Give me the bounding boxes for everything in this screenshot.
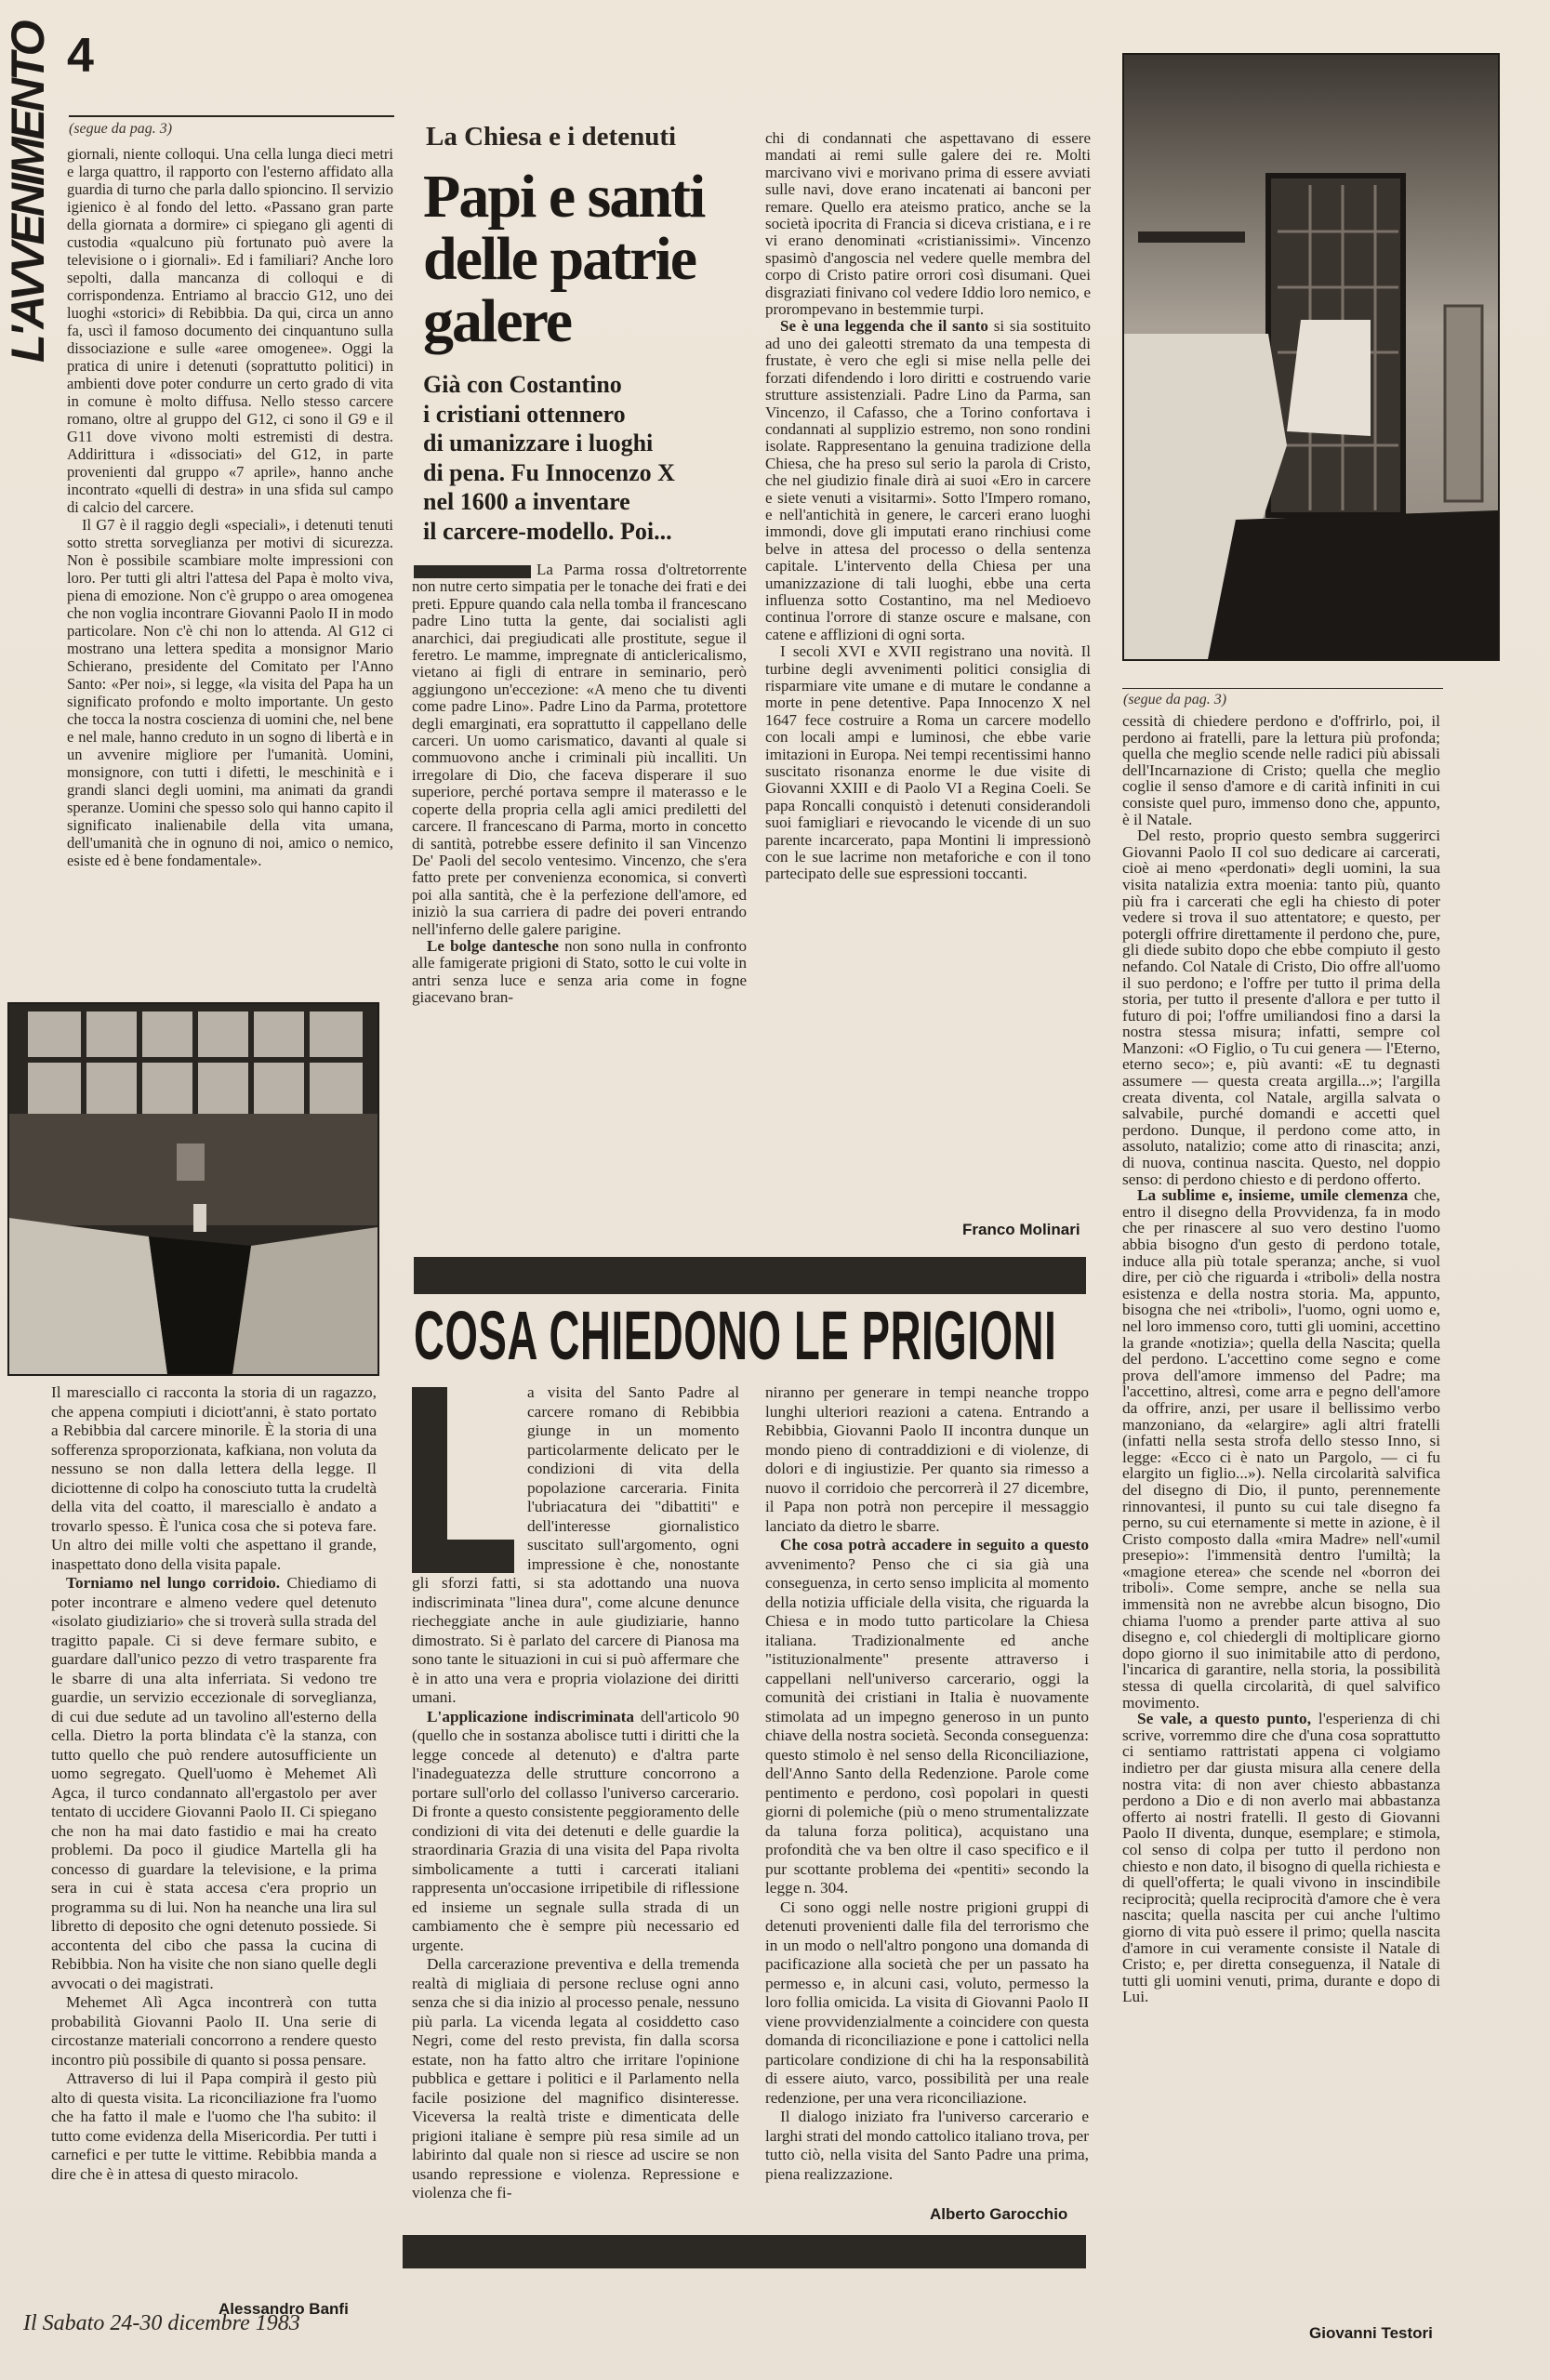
paragraph-lead: Le bolge dantesche [427, 936, 559, 955]
subhead-line: i cristiani ottennero [423, 400, 626, 428]
prison-door-photo [1124, 55, 1498, 659]
paragraph-lead: Torniamo nel lungo corridoio. [66, 1574, 281, 1592]
article-headline [423, 163, 758, 355]
papi-column-1 [412, 562, 747, 1231]
paragraph [412, 1955, 739, 2203]
paragraph-text: Della carcerazione preventiva e della tremenda realtà di migliaia di persone recluse ogni anno senza che si dia inizio al processo penale, nessuno più parla. La vicenda legata al cosiddetto caso Negri, come del resto prevista, fin dalla scorsa estate, non ha fatto altro che irritare l'opinione pubblica e gettare i politici e il Parlamento nella facile posizione del magnifico disinteresse. Viceversa la realtà triste e dimenticata delle prigioni italiane è sempre più resa simile ad un labirinto dal quale non si riesce ad uscire se non usando repressione e violenza. Repressione e violenza che fi- [412, 1955, 739, 2202]
paragraph [1122, 827, 1440, 1187]
paragraph [51, 2069, 377, 2184]
paragraph-text: a visita del Santo Padre al carcere romano di Rebibbia giunge in un momento particolarmente delicato per le condizioni di vita della popolazione carceraria. Finita l'ubriacatura dei "dibattiti" e dell'interesse giornalistico suscitato sull'argomento, ogni impressione è che, nonostante gli sforzi fatti, si sta adottando una nuova indiscriminata "linea dura", come alcune denunce riecheggiate anche in aule giudiziarie, hanno dimostrato. Si è parlato del carcere di Pianosa ma sono tante le situazioni in cui si può affermare che è in atto una vera e propria violazione dei diritti umani. [412, 1383, 739, 1706]
paragraph [412, 1708, 739, 1956]
byline-alessandro-banfi: Alessandro Banfi [219, 2300, 349, 2318]
drop-cap-foot [412, 1540, 514, 1573]
paragraph [67, 516, 393, 869]
paragraph-text: non sono nulla in confronto alle famigerate prigioni di Stato, sotto le cui volte in antri senza luce e senza aria come in fogne giacevano bran- [412, 936, 747, 1007]
paragraph [412, 938, 747, 1007]
paragraph [1122, 713, 1440, 827]
paragraph-text: si sia sostituito ad uno dei galeotti stremato da una tempesta di frustate, è vero che egli si mise nella pelle dei forzati difendendo i loro diritti e costruendo varie strutture assistenziali. Padre Lino da Parma, san Vincenzo, il Cafasso, che a Torino confortava i condannati al supplizio estremo, non sono rondini isolate. Rappresentano la genuina tradizione della Chiesa, che ha preso sul serio la parola di Cristo, che nel giudizio finale dirà ai suoi «Ero in carcere e siete venuti a visitarmi». Sotto l'Impero romano, e nell'antichità in genere, le carceri erano luoghi immondi, dove gli imputati erano rinchiusi come belve in attesa del processo o della sentenza capitale. L'intervento della Chiesa per una umanizzazione di tali luoghi, ebbe una certa influenza sotto Costantino, ma nel Medioevo continua l'orrore di stanze oscure e malsane, con catene e afflizioni di ogni sorta. [765, 317, 1091, 643]
paragraph-text: che, entro il disegno della Provvidenza, fa in modo che per rinascere al suo vero destino l'uomo abbia bisogno d'un gesto di perdono totale, induce alla più totale speranza; anche, si vuol dire, per ciò che riguarda i «triboli» della nostra esistenza e della nostra storia. Ma, appunto, bisogna che nei «triboli», l'uomo, ogni uomo e, nel loro immenso coro, tutti gli uomini, accettino la grande «notizia»; quella della Nascita; quella del perdono. L'accettino come segno e come prova dell'amore immenso del Padre; ma l'accettino, altresì, come arra e pegno dell'amore da offrire, anzi, per usare il bellissimo verbo manzoniano, da «elargire» agli altri fratelli (infatti nella sesta strofa dello stesso Inno, si legge: «Ecco ci è nato un Pargolo, — ci fu elargito un figlio...»). Nella circolarità salvifica del disegno di Dio, il punto, perennemente rinnovantesi, il punto su cui tale disegno fa perno, su cui eternamente si mette in azione, è il Cristo composto dalla «mira Madre» nell'«umil presepio»: l'immensità dentro l'umiltà; la «magione eterea» che scende nel «borron dei triboli». Come sempre, anche se nella sua immensità non ne avrebbe alcun bisogno, Dio chiama l'uomo a prender parte attiva al suo disegno e, col chiedergli di moltiplicare giorno dopo giorno il suo inimitabile atto di perdono, l'incarica di garantire, nella storia, la possibilità stessa di quella circolarità, di quel salvifico movimento. [1122, 1186, 1440, 1712]
paragraph [1122, 1711, 1440, 2005]
paragraph-lead: Se è una leggenda che il santo [780, 317, 988, 336]
byline-franco-molinari: Franco Molinari [962, 1221, 1080, 1238]
continued-from-label: (segue da pag. 3) [1123, 692, 1227, 707]
paragraph-lead: Che cosa potrà accadere in seguito a questo [780, 1536, 1089, 1554]
paragraph-text: Il maresciallo ci racconta la storia di un ragazzo, che appena compiuti i diciott'anni, è stato portato a Rebibbia dal carcere minorile. È la storia di una sofferenza sproporzionata, kafkiana, non voluta da nessuno se non dalla lettera della legge. Il diciottenne di colpo ha conosciuto tutta la crudeltà della vita del coatto, il maresciallo è andato a trovarlo spesso. È l'unica cosa che si poteva fare. Un altro dei mille volti che aspettano il grande, inaspettato dono della visita papale. [51, 1383, 377, 1573]
page-number: 4 [67, 29, 94, 83]
subhead-line: Già con Costantino [423, 371, 622, 398]
column-rule [69, 115, 394, 117]
paragraph-text: La Parma rossa d'oltretorrente non nutre certo simpatia per le tonache dei frati e dei preti. Eppure quando cala nella tomba il francescano padre Lino tutta la gente, dai socialisti agli anarchici, dai pregiudicati alle prostitute, segue il feretro. Le mamme, impregnate di anticlericalismo, vietano ai figli di entrare in seminario, però aggiungono un'eccezione: «A meno che tu diventi come padre Lino». Padre Lino da Parma, protettore degli emarginati, era soprattutto il cappellano delle carceri. Un uomo carismatico, davanti al quale si commuovono anche i criminali più incalliti. Un irregolare di Dio, che faceva disperare il suo superiore, perché portava sempre il materasso e le coperte della propria cella agli amici prediletti del carcere. Il francescano di Parma, morto in concetto di santità, potrebbe essere definito il san Vincenzo De' Paoli del secolo ventesimo. Vincenzo, che s'era fatto prete per convenienza economica, si convertì poi alla santità, che è la perfezione dell'amore, ed iniziò la sua carriera di padre dei poveri entrando nell'inferno delle galere parigine. [412, 562, 747, 938]
paragraph [765, 1383, 1089, 1536]
paragraph [67, 145, 393, 516]
drop-cap-letter [412, 1387, 413, 1407]
section-bar-top [414, 1257, 1086, 1294]
subhead-line: di pena. Fu Innocenzo X [423, 458, 675, 486]
paragraph-text: giornali, niente colloqui. Una cella lunga dieci metri e larga quattro, il rapporto con l'esterno affidato alla guardia di turno che parla dallo spioncino. Il servizio igienico è al fondo del letto. «Passano gran parte della giornata a dormire» ci spiegano gli agenti di custodia «qualcuno più fortunato può avere la televisione o i giornali». Ed i familiari? Anche loro sepolti, dalla mancanza di colloqui e di corrispondenza. Entriamo al braccio G12, uno dei luoghi «storici» di Rebibbia. Da qui, circa un anno fa, uscì il famoso documento dei cinquantuno sulla dissociazione e sulle «aree omogenee». Oggi la pratica di unire i detenuti (soprattutto politici) in ambienti dove poter condurre un certo grado di vita in comune è molto diffusa. Nello stesso carcere romano, oltre al gruppo del G12, ci sono il G9 e il G11 dove vivono molti estremisti di destra. Addirittura i «dissociati» del G12, in parte provenienti dal gruppo «7 aprile», hanno anche incontrato «quelli di destra» in una sfida sul campo di calcio del carcere. [67, 145, 393, 516]
paragraph [765, 1536, 1089, 1898]
lead-bar-spacer [412, 562, 537, 578]
article-subheadline [423, 370, 758, 546]
prigioni-column-2 [765, 1383, 1089, 2205]
paragraph-text: Il dialogo iniziato fra l'universo carcerario e larghi strati del mondo cattolico italiano trova, per tutto ciò, nella visita del Santo Padre una prima, piena realizzazione. [765, 2108, 1089, 2183]
paragraph-text: niranno per generare in tempi neanche troppo lunghi ulteriori reazioni a catena. Entrando a Rebibbia, Giovanni Paolo II incontra dunque un mondo pieno di contraddizioni e di violenze, di dolori e di ingiustizie. Per quanto sia rimesso a nuovo il corridoio che percorrerà il 27 dicembre, il Papa non potrà non percepire il messaggio lanciato da dietro le sbarre. [765, 1383, 1089, 1535]
paragraph-text: dell'articolo 90 (quello che in sostanza abolisce tutti i diritti che la legge concede al detenuto) e d'altra parte l'inadeguatezza delle strutture concorrono a portare sull'orlo del collasso l'universo carcerario. Di fronte a questo consistente peggioramento delle condizioni di vita dei detenuti e delle guardie la straordinaria Grazia di una visita del Papa rivolta simbolicamente a tutti i carcerati italiani rappresenta un'occasione irripetibile di riflessione ed insieme un segnale sulla strada di un cambiamento che è sempre più necessario ed urgente. [412, 1707, 739, 1954]
photo-prison-cell-door [1122, 53, 1500, 661]
paragraph-text: Ci sono oggi nelle nostre prigioni gruppi di detenuti provenienti dalle fila del terrorismo che in un modo o nell'altro pongono una domanda di pacificazione alla società che per un passato ha permesso e, in alcuni casi, voluto, permesso la loro follia omicida. La visita di Giovanni Paolo II viene provvidenzialmente a coincidere con questa domanda di riconciliazione e pone i cattolici nella particolare condizione di chi ha la responsabilità di essere aiuto, varco, possibilità per una reale redenzione, per una vera riconciliazione. [765, 1897, 1089, 2107]
paragraph-text: Attraverso di lui il Papa compirà il gesto più alto di questa visita. La riconciliazione fra l'uomo che ha fatto il male e l'uomo che l'ha subito: il tutto come evidenza della Misericordia. Per tutti i carnefici e per tutte le vittime. Rebibbia manda a dire che è in attesa di questo miracolo. [51, 2069, 377, 2183]
paragraph-text: cessità di chiedere perdono e d'offrirlo, poi, il perdono ai fratelli, pare la lettura più profonda; quella che meglio scende nelle radici più abissali dell'Incarnazione di Cristo; quella che meglio coglie il senso d'amore e di carità infiniti in cui consiste quel puro, immenso dono che, appunto, è il Natale. [1122, 713, 1440, 828]
paragraph [765, 643, 1091, 883]
issue-date: 24-30 dicembre 1983 [110, 2311, 300, 2335]
paragraph-text: Del resto, proprio questo sembra suggerirci Giovanni Paolo II col suo dedicare ai carcerati, cioè ai meno «perdonati» degli uomini, la sua visita natalizia extra moenia: tanto più, quanto più fra i carcerati che egli ha chiesto di poter vedere si trova il suo attentatore; e questo, per potergli offrire direttamente il perdono che, pure, gli diede subito dopo che ebbe compiuto il gesto nefando. Col Natale di Cristo, Dio offre all'uomo il suo perdono; e l'offre per tutto il prima della storia, per tutto il presente d'allora e per tutto il futuro di poi; l'offre umiliandosi fino a darsi la nostra stessa misura; infatti, sempre col Manzoni: «O Figlio, o Tu cui genera — l'Eterno, eterno seco»; e, più avanti: «E tu degnasti assumere — questa creata argilla...»; l'argilla creata diventa, col Natale, argilla salvata o salvabile, purché domandi e accetti quel perdono. Dunque, il perdono come atto, in assoluto, natalizio; come atto di rinascita; anzi, di nuova, continua nascita. Questo, nel doppio senso: di perdono chiesto e di perdono offerto. [1122, 826, 1440, 1188]
paragraph-text: l'esperienza di chi scrive, vorremmo dire che d'una cosa soprattutto ci sentiamo rattristati appena ci volgiamo indietro per dar giusta misura alla cenere della nostra vita: di non aver chiesto abbastanza perdono a Dio e di non averlo mai abbastanza offerto ai nostri fratelli. Il gesto di Giovanni Paolo II diventa, dunque, esemplare; e stimola, col senso di colpa per tutto il perdono non chiesto e non dato, il bisogno di quella richiesta e di quell'offerta; le quali vivono in inscindibile reciprocità; quella reciprocità d'amore che è vera nascita; quella nascita per cui anche l'ultimo giorno di vita può essere il primo; quella nascita d'amore in cui veramente consiste il Natale di Cristo; e, per diretta conseguenza, il Natale di tutti gli uomini venuti, prima, durante e dopo di Lui. [1122, 1710, 1440, 2006]
subhead-line: il carcere-modello. Poi... [423, 517, 672, 545]
byline-giovanni-testori: Giovanni Testori [1309, 2324, 1433, 2342]
subhead-line: di umanizzare i luoghi [423, 430, 654, 456]
prison-cell-photo [9, 1004, 378, 1374]
rebibbia-column-top [67, 145, 393, 996]
paragraph [51, 1574, 377, 1993]
paragraph [51, 1383, 377, 1574]
paragraph-text: Chiediamo di poter incontrare e almeno vedere quel detenuto «isolato giudiziario» che si troverà sulla strada del tragitto papale. Ci si deve fermare subito, e guardare dall'unico pezzo di vetro trasparente fra le sbarre di una alta inferriata. Si vedono tre guardie, un servizio eccezionale di sorveglianza, di cui due sedute ad un tavolino all'esterno della cella. Dietro la porta blindata c'è la stanza, con tutto quello che può rendere autosufficiente un uomo segregato. Quell'uomo è Mehemet Alì Agca, il turco condannato all'ergastolo per aver tentato di uccidere Giovanni Paolo II. Ci spiegano che non ha mai dato fastidio e mai ha creato problemi. Da poco il giudice Martella gli ha concesso di guardare la televisione, e la prima sera in cui è stata accesa c'era proprio un programma su di lui. Non ha neanche una lira sul libretto di deposito che ogni detenuto possiede. Si accontenta del cibo che passa la cucina di Rebibbia. Non ha visite che non siano quelle degli avvocati o dei magistrati. [51, 1574, 377, 1992]
paragraph [765, 1898, 1089, 2109]
rebibbia-column-bottom [51, 1383, 377, 2298]
column-rule [1122, 688, 1443, 689]
masthead: Il Sabato [23, 2311, 105, 2335]
paragraph [1122, 1187, 1440, 1711]
photo-prison-cell-window [7, 1002, 379, 1376]
paragraph-text: I secoli XVI e XVII registrano una novità. Il turbine degli avvenimenti politici consiglia di risparmiare vite umane e di mutare le condanne a morte in pene detentive. Papa Innocenzo X nel 1647 fece costruire a Roma un carcere modello con locali ampi e luminosi, che ebbe varie imitazioni in Europa. Nei tempi recentissimi hanno suscitato risonanza enorme le due visite di Giovanni XXIII e di Paolo VI a Regina Coeli. Se papa Roncalli conquistò i detenuti considerandoli suoi famigliari e rievocando le vicende di un suo parente incarcerato, papa Montini li impressionò con le sue lacrime non metaforiche e con il tono partecipato delle sue espressioni toccanti. [765, 642, 1091, 883]
headline-line: galere [423, 287, 572, 355]
byline-alberto-garocchio: Alberto Garocchio [930, 2205, 1068, 2223]
paragraph-lead: Se vale, a questo punto, [1137, 1710, 1312, 1728]
subhead-line: nel 1600 a inventare [423, 488, 630, 515]
prigioni-headline: COSA CHIEDONO LE PRIGIONI [414, 1297, 1057, 1374]
paragraph [765, 318, 1091, 643]
headline-line: Papi e santi [423, 163, 705, 231]
testori-column [1122, 713, 1440, 2323]
section-label: L'AVVENIMENTO [2, 22, 54, 363]
paragraph-lead: L'applicazione indiscriminata [427, 1707, 634, 1726]
papi-column-2 [765, 130, 1091, 1220]
paragraph [412, 562, 747, 938]
article-kicker: La Chiesa e i detenuti [426, 122, 677, 152]
section-bar-bottom [403, 2235, 1086, 2268]
page-footer [23, 2311, 300, 2336]
prigioni-column-1 [412, 1383, 739, 2220]
paragraph-text: Il G7 è il raggio degli «speciali», i detenuti tenuti sotto stretta sorveglianza per motivi di sicurezza. Non è possibile scambiare molte impressioni con loro. Per tutti gli altri l'attesa del Papa è molto viva, piena di emozione. Non c'è gruppo o area omogenea che non voglia incontrare Giovanni Paolo II in modo particolare. Non c'è chi non lo attenda. Al G12 ci mostrano una lettera spedita a monsignor Mario Schierano, presidente del Comitato per l'Anno Santo: «Per noi», si legge, «la visita del Papa ha un significato profondo e molto importante. Un gesto che tocca la nostra coscienza di uomini che, nel bene e nel male, hanno creduto in un sogno di libertà e in un avvenire migliore per l'umanità. Uomini, monsignore, con tutti i difetti, le meschinità e i grandi slanci degli uomini, ma animati da grandi speranze. Uomini che spesso solo qui hanno capito il significato inalienabile della vita umana, dell'umanità che in ognuno di noi, amico o nemico, esiste ed è bene fondamentale». [67, 516, 393, 869]
paragraph-text: avvenimento? Penso che ci sia già una conseguenza, in certo senso implicita al momento della notizia ufficiale della visita, che riguarda la Chiesa e in modo tutto particolare la Chiesa italiana. Tradizionalmente ed anche "istituzionalmente" presente attraverso i cappellani nell'universo carcerario, oggi la comunità dei cristiani in Italia è nuovamente stimolata ad un impegno generoso in un punto chiave della nostra società. Seconda conseguenza: questo stimolo è nel senso della Riconciliazione, dell'Anno Santo della Redenzione. Parole come pentimento e perdono, così popolari in questi giorni di polemiche (più o meno strumentalizzate da taluna forza politica), acquistano una profondità che va ben oltre il caso specifico e il pur scottante problema dei «pentiti» secondo la legge n. 304. [765, 1554, 1089, 1897]
paragraph [765, 2108, 1089, 2184]
headline-line: delle patrie [423, 225, 696, 293]
continued-from-label: (segue da pag. 3) [69, 121, 173, 137]
paragraph-text: Mehemet Alì Agca incontrerà con tutta probabilità Giovanni Paolo II. Una serie di circostanze materiali concorrono a rendere questo incontro più possibile di quanto si possa pensare. [51, 1993, 377, 2069]
paragraph-text: chi di condannati che aspettavano di essere mandati ai remi sulle galere dei re. Molti marcivano vivi e morivano prima di essere avviati sulle navi, dove erano incatenati ai banconi per remare. Quello era ateismo pratico, anche se la società ipocrita di Francia si diceva cristiana, e i re vi erano denominati «cristianissimi». Vincenzo spasimò d'angoscia nel vedere quelle membra del corpo di Cristo patire orrori così disumani. Quei disgraziati finivano col vedere Iddio loro nemico, e prorompevano in bestemmie turpi. [765, 130, 1091, 319]
drop-cap [412, 1387, 516, 1573]
papi-column-1-text [412, 562, 747, 1007]
paragraph-lead: La sublime e, insieme, umile clemenza [1137, 1186, 1409, 1205]
paragraph [51, 1993, 377, 2069]
paragraph [765, 130, 1091, 318]
